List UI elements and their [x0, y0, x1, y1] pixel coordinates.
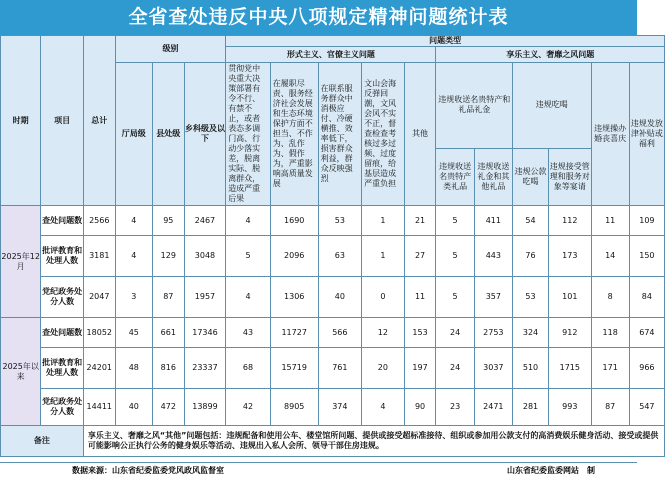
header-banquet: 违规吃喝: [512, 63, 591, 149]
cell: 3048: [184, 236, 225, 277]
cell: 20: [362, 348, 404, 389]
cell: 4: [362, 389, 404, 426]
header-wedding: 违规操办婚丧喜庆: [591, 63, 629, 206]
cell: 48: [115, 348, 152, 389]
header-period: 时期: [1, 36, 41, 206]
cell: 24201: [83, 348, 115, 389]
cell: 54: [512, 206, 548, 236]
cell: 76: [512, 236, 548, 277]
cell: 674: [629, 318, 664, 348]
header-item: 项目: [41, 36, 83, 206]
cell: 101: [549, 277, 591, 318]
cell: 566: [318, 318, 362, 348]
cell: 1306: [270, 277, 318, 318]
cell: 90: [404, 389, 436, 426]
cell: 1690: [270, 206, 318, 236]
cell: 17346: [184, 318, 225, 348]
cell: 2096: [270, 236, 318, 277]
header-formalism: 形式主义、官僚主义问题: [226, 47, 436, 63]
cell: 281: [512, 389, 548, 426]
row-item-label: 批评教育和处理人数: [41, 348, 83, 389]
header-gift: 违规收送名贵特产和礼品礼金: [436, 63, 512, 149]
cell: 816: [152, 348, 184, 389]
cell: 109: [629, 206, 664, 236]
cell: 21: [404, 206, 436, 236]
cell: 2471: [474, 389, 512, 426]
header-allowance: 违规发放津补贴或福利: [629, 63, 664, 206]
period-label: 2025年12月: [1, 206, 41, 318]
cell: 40: [318, 277, 362, 318]
cell: 4: [226, 206, 271, 236]
cell: 40: [115, 389, 152, 426]
cell: 12: [362, 318, 404, 348]
row-item-label: 批评教育和处理人数: [41, 236, 83, 277]
cell: 510: [512, 348, 548, 389]
cell: 661: [152, 318, 184, 348]
cell: 4: [226, 277, 271, 318]
cell: 2566: [83, 206, 115, 236]
note-text: 享乐主义、奢靡之风“其他”问题包括：违规配备和使用公车、楼堂馆所问题、提供或接受超标准接待、组织或参加用公款支付的高消费娱乐健身活动、接受或提供可能影响公正执行公务的健身娱乐等活动、违规出入私人会所、领导干部住房违规。: [83, 426, 664, 457]
header-level-ting: 厅局级: [115, 63, 152, 206]
cell: 0: [362, 277, 404, 318]
cell: 42: [226, 389, 271, 426]
header-level-xian: 县处级: [152, 63, 184, 206]
cell: 3037: [474, 348, 512, 389]
cell: 1: [362, 206, 404, 236]
cell: 5: [436, 236, 474, 277]
cell: 1957: [184, 277, 225, 318]
cell: 4: [115, 236, 152, 277]
cell: 8: [591, 277, 629, 318]
header-formalism-3: 在联系服务群众中消极应付、冷硬横推、效率低下，损害群众利益，群众反映强烈: [318, 63, 362, 206]
cell: 2753: [474, 318, 512, 348]
cell: 153: [404, 318, 436, 348]
cell: 5: [436, 277, 474, 318]
cell: 63: [318, 236, 362, 277]
cell: 112: [549, 206, 591, 236]
cell: 761: [318, 348, 362, 389]
row-item-label: 党纪政务处分人数: [41, 277, 83, 318]
header-banquet-b: 违规接受管理和服务对象等宴请: [549, 148, 591, 205]
cell: 3181: [83, 236, 115, 277]
header-gift-b: 违规收送礼金和其他礼品: [474, 148, 512, 205]
cell: 11: [591, 206, 629, 236]
cell: 87: [152, 277, 184, 318]
cell: 2467: [184, 206, 225, 236]
cell: 411: [474, 206, 512, 236]
cell: 68: [226, 348, 271, 389]
cell: 15719: [270, 348, 318, 389]
header-level: 级别: [115, 36, 225, 63]
period-label: 2025年以来: [1, 318, 41, 426]
publisher: 山东省纪委监委网站 制: [507, 466, 595, 475]
header-formalism-2: 在履职尽责、服务经济社会发展和生态环境保护方面不担当、不作为、乱作为、假作为，严重影响高质量发展: [270, 63, 318, 206]
cell: 53: [512, 277, 548, 318]
cell: 1: [362, 236, 404, 277]
cell: 129: [152, 236, 184, 277]
cell: 150: [629, 236, 664, 277]
cell: 472: [152, 389, 184, 426]
cell: 14411: [83, 389, 115, 426]
header-formalism-1: 贯彻党中央重大决策部署有令不行、有禁不止，或者表态多调门高、行动少落实差，脱离实际、脱离群众，造成严重后果: [226, 63, 271, 206]
statistics-table: [0, 35, 665, 457]
cell: 443: [474, 236, 512, 277]
cell: 374: [318, 389, 362, 426]
cell: 5: [226, 236, 271, 277]
cell: 8905: [270, 389, 318, 426]
header-banquet-a: 违规公款吃喝: [512, 148, 548, 205]
cell: 171: [591, 348, 629, 389]
cell: 966: [629, 348, 664, 389]
cell: 13899: [184, 389, 225, 426]
row-item-label: 党纪政务处分人数: [41, 389, 83, 426]
header-hedonism: 享乐主义、奢靡之风问题: [436, 47, 665, 63]
cell: 27: [404, 236, 436, 277]
cell: 84: [629, 277, 664, 318]
row-item-label: 查处问题数: [41, 318, 83, 348]
cell: 4: [115, 206, 152, 236]
cell: 14: [591, 236, 629, 277]
header-level-xiang: 乡科级及以下: [184, 63, 225, 206]
note-label: 备注: [1, 426, 84, 457]
cell: 197: [404, 348, 436, 389]
cell: 43: [226, 318, 271, 348]
cell: 11727: [270, 318, 318, 348]
row-item-label: 查处问题数: [41, 206, 83, 236]
header-formalism-4: 文山会海反弹回潮，文风会风不实不正，督查检查考核过多过频、过度留痕，给基层造成严重负担: [362, 63, 404, 206]
cell: 547: [629, 389, 664, 426]
footer: [0, 462, 637, 479]
cell: 173: [549, 236, 591, 277]
cell: 45: [115, 318, 152, 348]
cell: 24: [436, 318, 474, 348]
cell: 23337: [184, 348, 225, 389]
header-gift-a: 违规收送名贵特产类礼品: [436, 148, 474, 205]
cell: 118: [591, 318, 629, 348]
data-source: 数据来源：山东省纪委监委党风政风监督室: [72, 466, 224, 475]
header-total: 总计: [83, 36, 115, 206]
cell: 87: [591, 389, 629, 426]
cell: 5: [436, 206, 474, 236]
cell: 95: [152, 206, 184, 236]
header-problem-type: 问题类型: [226, 36, 665, 47]
cell: 2047: [83, 277, 115, 318]
cell: 993: [549, 389, 591, 426]
table-title: 全省查处违反中央八项规定精神问题统计表: [0, 0, 637, 35]
cell: 357: [474, 277, 512, 318]
cell: 912: [549, 318, 591, 348]
cell: 3: [115, 277, 152, 318]
header-formalism-other: 其他: [404, 63, 436, 206]
cell: 23: [436, 389, 474, 426]
cell: 1715: [549, 348, 591, 389]
cell: 11: [404, 277, 436, 318]
cell: 324: [512, 318, 548, 348]
cell: 53: [318, 206, 362, 236]
cell: 18052: [83, 318, 115, 348]
cell: 24: [436, 348, 474, 389]
